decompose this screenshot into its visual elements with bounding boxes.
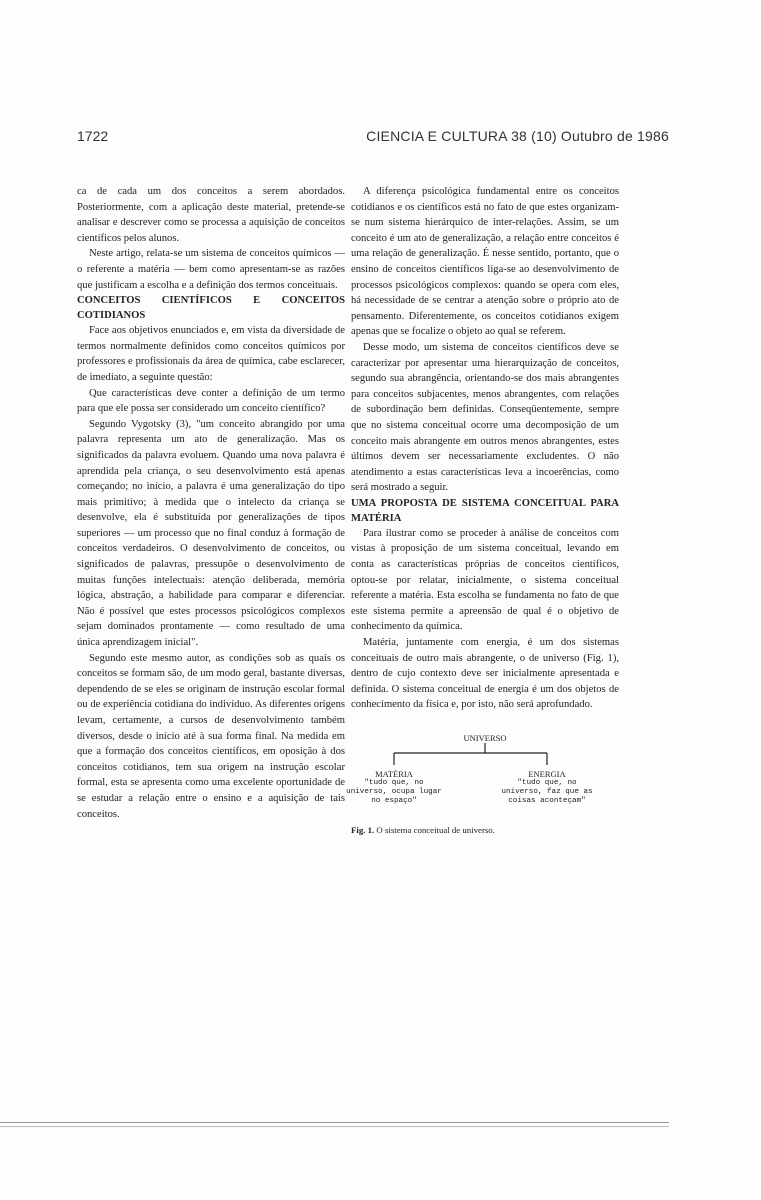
paragraph: Desse modo, um sistema de conceitos científicos deve se caracterizar por apresentar uma hierarquização de conceitos, segundo sua abrangência, orientando-se dos mais abrangentes para conceitos subjacentes, menos abrangentes, com relações de subordinação bem definidas. Conseqüentemente, sempre que no sistema conceitual ocorre uma decomposição de um conceito mais abrangente em outros menos abrangentes, estes últimos devem ser necessariamente excludentes. O não atendimento a estas características leva a incoerências, como será mostrado a seguir.	[351, 341, 619, 494]
right-column	[346, 184, 619, 839]
paragraph: Segundo este mesmo autor, as condições sob as quais os conceitos se formam são, de um modo geral, bastante diversas, dependendo de se eles se originam de instrução escolar formal ou de experiência cotidiana do indivíduo. As diferentes origens levam, certamente, a cursos de desenvolvimento também diversos, desde o início até à sua forma final. Na medida em que a formação dos conceitos científicos, em oposição à dos conceitos cotidianos, tem sua origem na instrução escolar formal, esta se apresenta como uma excelente oportunidade de se estudar a relação entre o ensino e a aquisição de tais conceitos.	[77, 652, 345, 820]
universe-diagram	[346, 729, 619, 819]
paragraph: Para ilustrar como se proceder à análise de conceitos com vistas à proposição de um sistema conceitual, levando em conta as características próprias de conceitos científicos, optou-se por relatar, inicialmente, o sistema conceitual referente a matéria. Esta escolha se fundamenta no fato de que este sistema permite a apreensão de qual é o objetivo de conhecimento da química.	[351, 527, 619, 633]
paragraph: Matéria, juntamente com energia, é um dos sistemas conceituais de outro mais abrangente, o de universo (Fig. 1), dentro de cujo contexto deve ser inicialmente apresentada e definida. O sistema conceitual de energia é um dos objetos de conhecimento da física e, por isto, não será aprofundado.	[351, 637, 619, 711]
section-heading: UMA PROPOSTA DE SISTEMA CONCEITUAL PARA MATÉRIA	[351, 497, 619, 524]
page-header	[77, 128, 669, 148]
paragraph: Segundo Vygotsky (3), "um conceito abrangido por uma palavra representa um ato de generalização. Mas os significados da palavra evoluem. Quando uma nova palavra é aprendida pela criança, o seu desenvolvimento está apenas começando; no início, a palavra é uma generalização do tipo mais primitivo; à medida que o intelecto da criança se desenvolve, ela é substituída por generalizações de tipos superiores — um processo que no final conduz à formação de conceitos verdadeiros. O desenvolvimento de conceitos, ou significados de palavras, pressupõe o desenvolvimento de muitas funções intelectuais: atenção deliberada, memória lógica, abstração, a habilidade para comparar e diferenciar. Não é possível que estes processos psicológicos complexos sejam dominados prontamente — como resultado de uma única aprendizagem inicial".	[77, 418, 345, 649]
diagram-left-label: MATÉRIA	[375, 769, 413, 779]
section-heading: CONCEITOS CIENTÍFICOS E CONCEITOS COTIDIANOS	[77, 295, 345, 322]
figure-caption: Fig. 1. O sistema conceitual de universo.	[351, 825, 495, 835]
paragraph: Face aos objetivos enunciados e, em vista da diversidade de termos normalmente definidos como conceitos químicos por professores e profissionais da área de química, cabe esclarecer, de imediato, a seguinte questão:	[77, 325, 345, 383]
paragraph: ca de cada um dos conceitos a serem abordados. Posteriormente, com a aplicação deste material, pretende-se analisar e descrever como se processa a aquisição de conceitos científicos pelos alunos.	[77, 186, 345, 244]
paragraph: Neste artigo, relata-se um sistema de conceitos químicos — o referente a matéria — bem como apresentam-se as razões que justificam a escolha e a definição dos termos conceituais.	[77, 248, 345, 291]
page-number: 1722	[77, 128, 109, 144]
bottom-divider	[0, 1122, 669, 1123]
paragraph: A diferença psicológica fundamental entre os conceitos cotidianos e os científicos está no fato de que estes organizam-se num sistema hierárquico de inter-relações. Assim, se um conceito é um ato de generalização, a relação entre conceitos é uma relação de generalização. É nesse sentido, portanto, que o ensino de conceitos científicos liga-se ao desenvolvimento de processos psicológicos complexos: quando se opera com eles, há necessidade de se centrar a atenção sobre o próprio ato de pensamento. Diferentemente, os conceitos cotidianos exigem apenas que se focalize o objeto ao qual se referem.	[351, 186, 619, 338]
diagram-right-label: ENERGIA	[528, 769, 566, 779]
left-column	[77, 184, 345, 822]
journal-citation: CIENCIA E CULTURA 38 (10) Outubro de 1986	[366, 128, 669, 144]
diagram-left-description: "tudo que, no universo, ocupa lugar no espaço"	[346, 779, 442, 805]
diagram-right-description: "tudo que, no universo, faz que as coisas aconteçam"	[501, 779, 593, 805]
paragraph: Que características deve conter a definição de um termo para que ele possa ser considerado um conceito científico?	[77, 387, 345, 415]
bottom-divider	[0, 1126, 669, 1127]
diagram-root-label: UNIVERSO	[463, 733, 507, 743]
